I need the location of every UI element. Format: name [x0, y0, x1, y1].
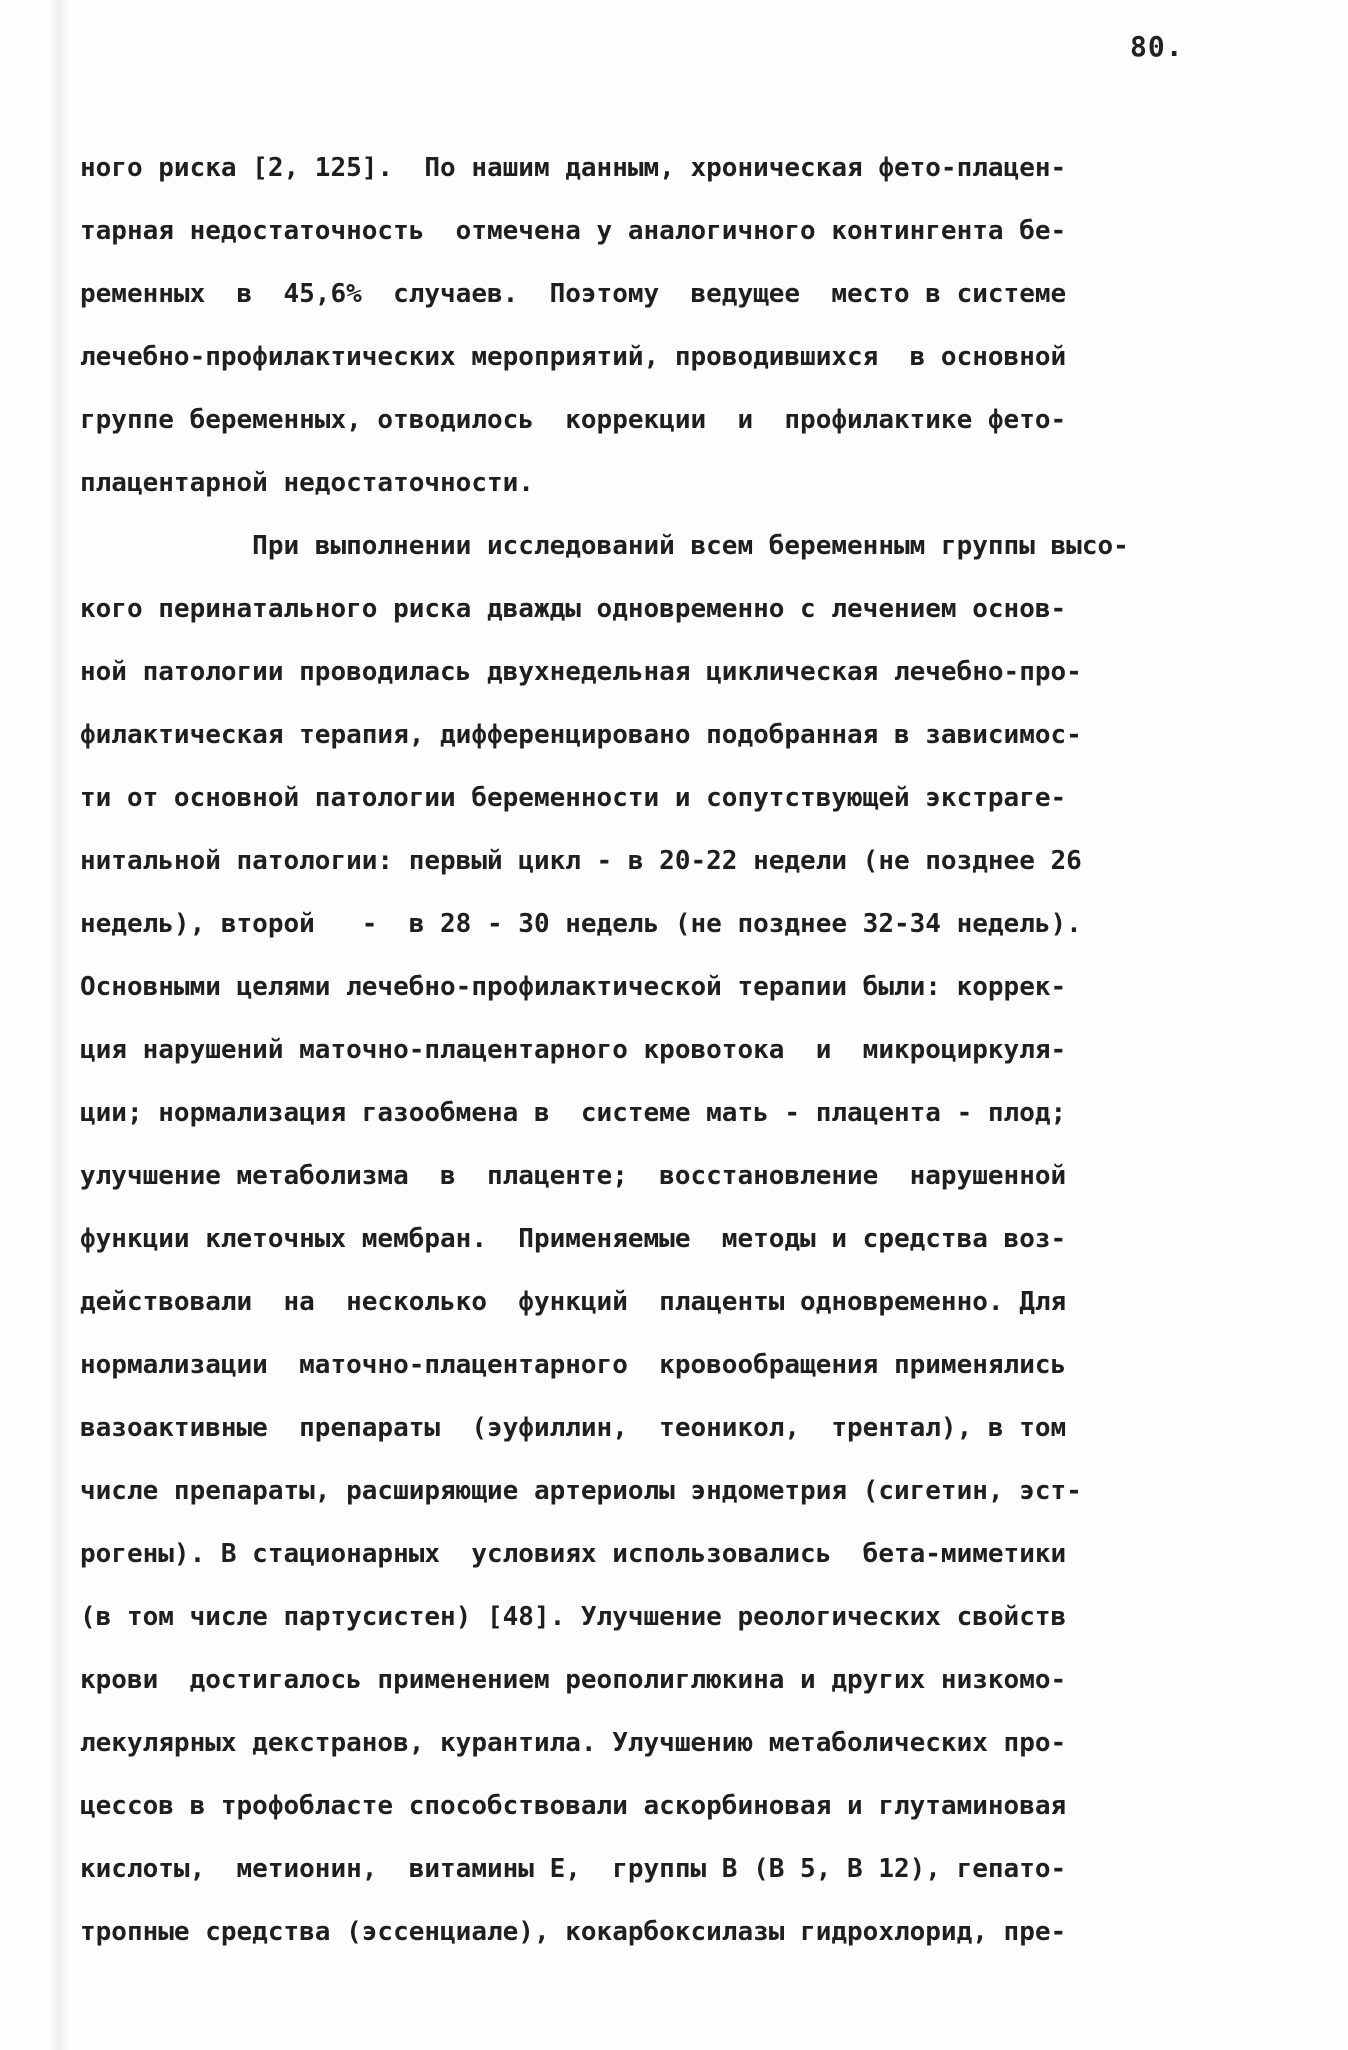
text-line: плацентарной недостаточности.: [80, 468, 534, 498]
text-line: нормализации маточно-плацентарного кровообращения применялись: [80, 1350, 1067, 1380]
text-line: Основными целями лечебно-профилактической терапии были: коррек-: [80, 972, 1067, 1002]
text-line: ти от основной патологии беременности и сопутствующей экстраге-: [80, 783, 1067, 813]
text-line: тарная недостаточность отмечена у аналогичного контингента бе-: [80, 216, 1067, 246]
text-line: лечебно-профилактических мероприятий, проводившихся в основной: [80, 342, 1067, 372]
text-line: улучшение метаболизма в плаценте; восстановление нарушенной: [80, 1161, 1067, 1191]
text-line: ции; нормализация газообмена в системе мать - плацента - плод;: [80, 1098, 1067, 1128]
text-line: лекулярных декстранов, курантила. Улучшению метаболических про-: [80, 1728, 1067, 1758]
text-line: кого перинатального риска дважды одновременно с лечением основ-: [80, 594, 1067, 624]
text-line: тропные средства (эссенциале), кокарбоксилазы гидрохлорид, пре-: [80, 1917, 1067, 1947]
text-line: крови достигалось применением реополиглюкина и других низкомо-: [80, 1665, 1067, 1695]
text-line: действовали на несколько функций плаценты одновременно. Для: [80, 1287, 1067, 1317]
text-line: филактическая терапия, дифференцировано подобранная в зависимос-: [80, 720, 1082, 750]
page-binding-shadow: [48, 0, 70, 2050]
text-line: группе беременных, отводилось коррекции и профилактике фето-: [80, 405, 1067, 435]
text-line: ной патологии проводилась двухнедельная циклическая лечебно-про-: [80, 657, 1082, 687]
text-line: ного риска [2, 125]. По нашим данным, хроническая фето-плацен-: [80, 153, 1067, 183]
text-line: цессов в трофобласте способствовали аскорбиновая и глутаминовая: [80, 1791, 1067, 1821]
text-line: нитальной патологии: первый цикл - в 20-22 недели (не позднее 26: [80, 846, 1082, 876]
text-line: При выполнении исследований всем беременным группы высо-: [80, 531, 1129, 561]
text-line: вазоактивные препараты (эуфиллин, теоникол, трентал), в том: [80, 1413, 1067, 1443]
text-line: функции клеточных мембран. Применяемые методы и средства воз-: [80, 1224, 1067, 1254]
page-number: 80.: [1130, 30, 1184, 63]
text-line: ременных в 45,6% случаев. Поэтому ведущее место в системе: [80, 279, 1067, 309]
text-line: недель), второй - в 28 - 30 недель (не позднее 32-34 недель).: [80, 909, 1082, 939]
text-line: ция нарушений маточно-плацентарного кровотока и микроциркуля-: [80, 1035, 1067, 1065]
text-line: рогены). В стационарных условиях использовались бета-миметики: [80, 1539, 1067, 1569]
body-text: [80, 148, 1280, 1975]
text-line: кислоты, метионин, витамины Е, группы В (В 5, В 12), гепато-: [80, 1854, 1067, 1884]
text-line: числе препараты, расширяющие артериолы эндометрия (сигетин, эст-: [80, 1476, 1082, 1506]
text-line: (в том числе партусистен) [48]. Улучшение реологических свойств: [80, 1602, 1067, 1632]
